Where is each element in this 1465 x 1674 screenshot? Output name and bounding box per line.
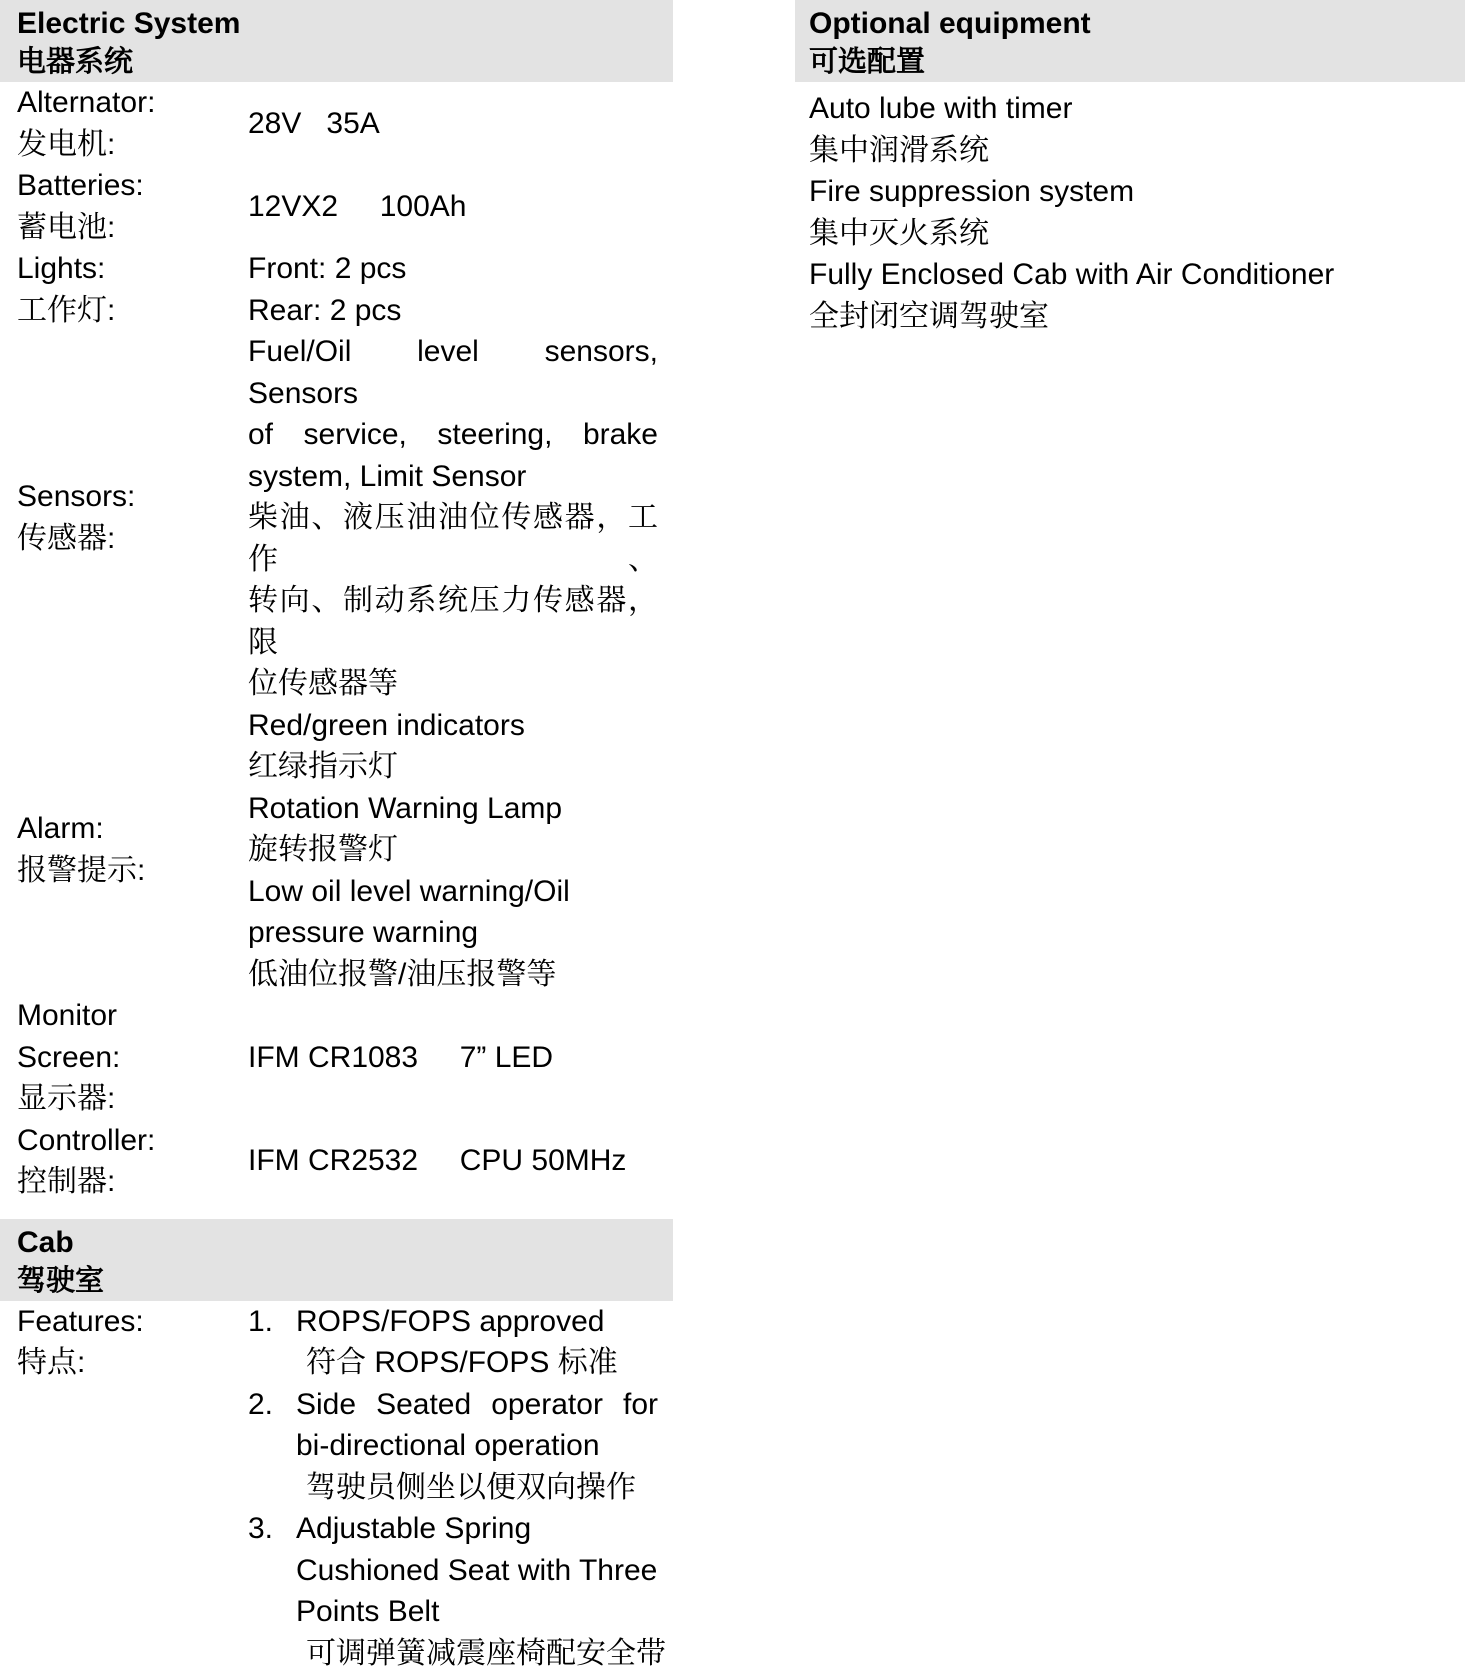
feature-lines-2 [296,1384,658,1509]
optional-item-0: Auto lube with timer [809,88,1465,130]
spec-row-batteries [0,165,673,248]
spec-label-line-lights-1: 工作灯: [17,290,248,332]
optional-equipment-title-en: Optional equipment [809,4,1465,43]
spec-label-line-monitor-screen-2: 显示器: [17,1078,248,1120]
spec-value-line-sensors-3: 柴油、液压油油位传感器，工作、 [248,497,658,580]
spec-label-line-sensors-1: 传感器: [17,518,248,560]
feature-line-1-0: ROPS/FOPS approved [296,1301,658,1343]
spec-label-batteries [0,165,248,248]
spec-label-line-controller-0: Controller: [17,1120,248,1162]
spec-label-line-alarm-0: Alarm: [17,808,248,850]
spec-label-sensors [0,476,248,559]
spec-value-line-lights-1: Rear: 2 pcs [248,290,658,332]
spec-value-lights [248,248,658,331]
feature-line-2-2: 驾驶员侧坐以便双向操作 [296,1467,658,1509]
cab-features-row [0,1301,673,1674]
electric-system-title-en: Electric System [17,4,673,43]
cab-title-en: Cab [17,1223,673,1262]
spec-label-line-alternator-1: 发电机: [17,124,248,166]
spec-value-controller [248,1140,658,1182]
electric-system-spec-rows [0,82,673,1203]
feature-number-1: 1. [248,1301,296,1384]
feature-line-2-1: bi-directional operation [296,1425,658,1467]
spec-label-alarm [0,808,248,891]
spec-value-line-alarm-4: Low oil level warning/Oil [248,871,658,913]
spec-label-line-alternator-0: Alternator: [17,82,248,124]
feature-item-1 [248,1301,658,1384]
optional-item-2: Fire suppression system [809,171,1465,213]
right-column [795,0,1465,1600]
spec-value-line-alarm-1: 红绿指示灯 [248,746,658,788]
spec-value-alternator [248,103,658,145]
spec-value-line-alarm-5: pressure warning [248,912,658,954]
spec-value-line-controller-0: IFM CR2532 CPU 50MHz [248,1140,658,1182]
spec-value-monitor-screen [248,1037,658,1079]
feature-item-2 [248,1384,658,1509]
optional-equipment-title-zh: 可选配置 [809,43,1465,82]
optional-equipment-header [795,0,1465,82]
spec-value-line-sensors-5: 位传感器等 [248,663,658,705]
features-label-line-0: Features: [17,1301,248,1343]
feature-line-1-1: 符合 ROPS/FOPS 标准 [296,1342,658,1384]
left-column [0,0,673,1600]
feature-lines-1 [296,1301,658,1384]
spec-label-line-alarm-1: 报警提示: [17,850,248,892]
spec-label-alternator [0,82,248,165]
optional-equipment-list [795,88,1465,337]
spec-label-line-monitor-screen-1: Screen: [17,1037,248,1079]
spec-row-lights [0,248,673,331]
electric-system-header [0,0,673,82]
spec-value-line-alternator-0: 28V 35A [248,103,658,145]
feature-number-3: 3. [248,1508,296,1674]
feature-line-2-0: Side Seated operator for [296,1384,658,1426]
spec-value-line-sensors-0: Fuel/Oil level sensors, Sensors [248,331,658,414]
spec-value-alarm [248,705,658,996]
features-label [0,1301,248,1384]
spec-row-alarm [0,705,673,996]
feature-line-3-2: Points Belt [296,1591,658,1633]
optional-item-3: 集中灭火系统 [809,213,1465,255]
spec-value-sensors [248,331,658,705]
spec-value-line-monitor-screen-0: IFM CR1083 7” LED [248,1037,658,1079]
spec-row-sensors [0,331,673,705]
spec-value-line-alarm-2: Rotation Warning Lamp [248,788,658,830]
spec-label-line-lights-0: Lights: [17,248,248,290]
spec-label-lights [0,248,248,331]
spec-value-line-lights-0: Front: 2 pcs [248,248,658,290]
spec-label-line-sensors-0: Sensors: [17,476,248,518]
spec-value-line-alarm-3: 旋转报警灯 [248,829,658,871]
spec-label-controller [0,1120,248,1203]
spec-value-batteries [248,186,658,228]
spec-label-monitor-screen [0,995,248,1120]
spec-value-line-sensors-1: of service, steering, brake [248,414,658,456]
feature-line-3-3: 可调弹簧减震座椅配安全带 [296,1633,658,1674]
spec-label-line-batteries-1: 蓄电池: [17,207,248,249]
electric-system-title-zh: 电器系统 [17,43,673,82]
spec-label-line-controller-1: 控制器: [17,1161,248,1203]
spec-value-line-alarm-6: 低油位报警/油压报警等 [248,954,658,996]
spec-value-line-batteries-0: 12VX2 100Ah [248,186,658,228]
cab-header [0,1219,673,1301]
features-label-line-1: 特点: [17,1342,248,1384]
spec-value-line-sensors-2: system, Limit Sensor [248,456,658,498]
feature-line-3-0: Adjustable Spring [296,1508,658,1550]
optional-item-4: Fully Enclosed Cab with Air Conditioner [809,254,1465,296]
features-list [248,1301,658,1674]
feature-line-3-1: Cushioned Seat with Three [296,1550,658,1592]
spec-row-monitor-screen [0,995,673,1120]
optional-item-1: 集中润滑系统 [809,130,1465,172]
spec-row-alternator [0,82,673,165]
spec-value-line-alarm-0: Red/green indicators [248,705,658,747]
optional-item-5: 全封闭空调驾驶室 [809,296,1465,338]
feature-lines-3 [296,1508,658,1674]
spec-label-line-batteries-0: Batteries: [17,165,248,207]
cab-title-zh: 驾驶室 [17,1262,673,1301]
spec-row-controller [0,1120,673,1203]
spec-label-line-monitor-screen-0: Monitor [17,995,248,1037]
feature-item-3 [248,1508,658,1674]
feature-number-2: 2. [248,1384,296,1509]
spec-value-line-sensors-4: 转向、制动系统压力传感器，限 [248,580,658,663]
